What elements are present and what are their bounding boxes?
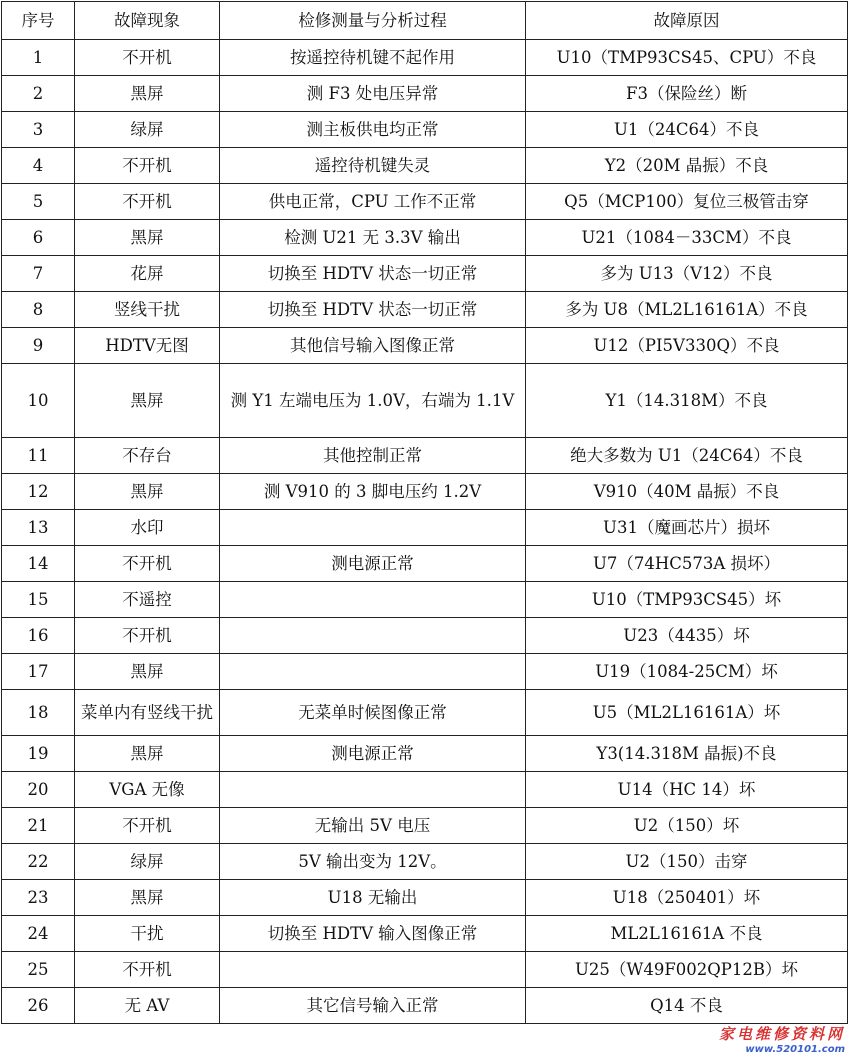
table-row	[2, 952, 848, 988]
symptom-cell: 黑屏	[75, 736, 220, 772]
row-number: 24	[2, 916, 75, 952]
table-row	[2, 690, 848, 736]
analysis-cell: 切换至 HDTV 状态一切正常	[220, 256, 526, 292]
cause-cell: 绝大多数为 U1（24C64）不良	[526, 438, 848, 474]
symptom-cell: 不开机	[75, 40, 220, 76]
row-number: 22	[2, 844, 75, 880]
cause-cell: 多为 U8（ML2L16161A）不良	[526, 292, 848, 328]
table-row	[2, 654, 848, 690]
row-number: 1	[2, 40, 75, 76]
table-row	[2, 474, 848, 510]
cause-cell: Y1（14.318M）不良	[526, 364, 848, 438]
symptom-cell: 黑屏	[75, 880, 220, 916]
symptom-cell: 黑屏	[75, 654, 220, 690]
table-row	[2, 256, 848, 292]
analysis-cell: 测主板供电均正常	[220, 112, 526, 148]
analysis-cell	[220, 952, 526, 988]
table-row	[2, 808, 848, 844]
analysis-cell: 遥控待机键失灵	[220, 148, 526, 184]
symptom-cell: 花屏	[75, 256, 220, 292]
table-row	[2, 582, 848, 618]
header-row	[2, 2, 848, 40]
row-number: 11	[2, 438, 75, 474]
header-symptom: 故障现象	[75, 2, 220, 40]
analysis-cell: 切换至 HDTV 状态一切正常	[220, 292, 526, 328]
cause-cell: U19（1084-25CM）坏	[526, 654, 848, 690]
symptom-cell: VGA 无像	[75, 772, 220, 808]
cause-cell: U14（HC 14）坏	[526, 772, 848, 808]
cause-cell: U25（W49F002QP12B）坏	[526, 952, 848, 988]
fault-table	[1, 1, 848, 1024]
analysis-cell: 其他信号输入图像正常	[220, 328, 526, 364]
cause-cell: U21（1084－33CM）不良	[526, 220, 848, 256]
row-number: 9	[2, 328, 75, 364]
analysis-cell: 5V 输出变为 12V。	[220, 844, 526, 880]
symptom-cell: 不开机	[75, 618, 220, 654]
symptom-cell: 菜单内有竖线干扰	[75, 690, 220, 736]
table-row	[2, 546, 848, 582]
cause-cell: Q14 不良	[526, 988, 848, 1024]
symptom-cell: 不开机	[75, 184, 220, 220]
cause-cell: U18（250401）坏	[526, 880, 848, 916]
cause-cell: U23（4435）坏	[526, 618, 848, 654]
analysis-cell: 测 Y1 左端电压为 1.0V，右端为 1.1V	[220, 364, 526, 438]
analysis-cell: 测 V910 的 3 脚电压约 1.2V	[220, 474, 526, 510]
analysis-cell: 测 F3 处电压异常	[220, 76, 526, 112]
table-row	[2, 364, 848, 438]
symptom-cell: 黑屏	[75, 474, 220, 510]
cause-cell: U31（魔画芯片）损坏	[526, 510, 848, 546]
symptom-cell: 水印	[75, 510, 220, 546]
row-number: 5	[2, 184, 75, 220]
analysis-cell	[220, 654, 526, 690]
symptom-cell: 绿屏	[75, 112, 220, 148]
symptom-cell: 黑屏	[75, 220, 220, 256]
cause-cell: Y2（20M 晶振）不良	[526, 148, 848, 184]
cause-cell: U2（150）击穿	[526, 844, 848, 880]
row-number: 26	[2, 988, 75, 1024]
header-no: 序号	[2, 2, 75, 40]
table-row	[2, 736, 848, 772]
symptom-cell: 不开机	[75, 546, 220, 582]
cause-cell: ML2L16161A 不良	[526, 916, 848, 952]
row-number: 23	[2, 880, 75, 916]
row-number: 21	[2, 808, 75, 844]
row-number: 25	[2, 952, 75, 988]
symptom-cell: 不遥控	[75, 582, 220, 618]
analysis-cell: 切换至 HDTV 输入图像正常	[220, 916, 526, 952]
analysis-cell: 其它信号输入正常	[220, 988, 526, 1024]
row-number: 14	[2, 546, 75, 582]
symptom-cell: 黑屏	[75, 76, 220, 112]
analysis-cell	[220, 582, 526, 618]
symptom-cell: 不存台	[75, 438, 220, 474]
table-row	[2, 76, 848, 112]
symptom-cell: 不开机	[75, 148, 220, 184]
cause-cell: U1（24C64）不良	[526, 112, 848, 148]
cause-cell: U12（PI5V330Q）不良	[526, 328, 848, 364]
table-row	[2, 438, 848, 474]
analysis-cell	[220, 510, 526, 546]
row-number: 3	[2, 112, 75, 148]
analysis-cell: 无菜单时候图像正常	[220, 690, 526, 736]
row-number: 18	[2, 690, 75, 736]
table-row	[2, 292, 848, 328]
table-row	[2, 40, 848, 76]
analysis-cell: 测电源正常	[220, 546, 526, 582]
table-header	[2, 2, 848, 40]
cause-cell: 多为 U13（V12）不良	[526, 256, 848, 292]
row-number: 13	[2, 510, 75, 546]
table-row	[2, 220, 848, 256]
symptom-cell: 干扰	[75, 916, 220, 952]
analysis-cell: 供电正常，CPU 工作不正常	[220, 184, 526, 220]
symptom-cell: 不开机	[75, 808, 220, 844]
row-number: 15	[2, 582, 75, 618]
row-number: 2	[2, 76, 75, 112]
watermark	[719, 1023, 845, 1055]
table-row	[2, 112, 848, 148]
row-number: 6	[2, 220, 75, 256]
symptom-cell: HDTV无图	[75, 328, 220, 364]
cause-cell: U10（TMP93CS45）坏	[526, 582, 848, 618]
cause-cell: F3（保险丝）断	[526, 76, 848, 112]
table-row	[2, 510, 848, 546]
table-row	[2, 184, 848, 220]
symptom-cell: 不开机	[75, 952, 220, 988]
row-number: 20	[2, 772, 75, 808]
row-number: 16	[2, 618, 75, 654]
cause-cell: Y3(14.318M 晶振)不良	[526, 736, 848, 772]
analysis-cell: 检测 U21 无 3.3V 输出	[220, 220, 526, 256]
symptom-cell: 无 AV	[75, 988, 220, 1024]
table-row	[2, 148, 848, 184]
cause-cell: Q5（MCP100）复位三极管击穿	[526, 184, 848, 220]
row-number: 4	[2, 148, 75, 184]
row-number: 12	[2, 474, 75, 510]
header-analysis: 检修测量与分析过程	[220, 2, 526, 40]
header-cause: 故障原因	[526, 2, 848, 40]
cause-cell: U7（74HC573A 损坏）	[526, 546, 848, 582]
watermark-url: www.520101.com	[745, 1044, 845, 1055]
analysis-cell: 其他控制正常	[220, 438, 526, 474]
table-row	[2, 772, 848, 808]
analysis-cell: 测电源正常	[220, 736, 526, 772]
table-row	[2, 328, 848, 364]
analysis-cell	[220, 618, 526, 654]
cause-cell: U10（TMP93CS45、CPU）不良	[526, 40, 848, 76]
cause-cell: V910（40M 晶振）不良	[526, 474, 848, 510]
row-number: 8	[2, 292, 75, 328]
analysis-cell: 按遥控待机键不起作用	[220, 40, 526, 76]
table-body	[2, 40, 848, 1024]
table-row	[2, 618, 848, 654]
row-number: 10	[2, 364, 75, 438]
table-row	[2, 988, 848, 1024]
symptom-cell: 竖线干扰	[75, 292, 220, 328]
row-number: 19	[2, 736, 75, 772]
table-row	[2, 844, 848, 880]
analysis-cell: 无输出 5V 电压	[220, 808, 526, 844]
analysis-cell	[220, 772, 526, 808]
symptom-cell: 绿屏	[75, 844, 220, 880]
cause-cell: U5（ML2L16161A）坏	[526, 690, 848, 736]
row-number: 17	[2, 654, 75, 690]
table-row	[2, 916, 848, 952]
symptom-cell: 黑屏	[75, 364, 220, 438]
watermark-text: 家电维修资料网	[718, 1025, 845, 1043]
cause-cell: U2（150）坏	[526, 808, 848, 844]
row-number: 7	[2, 256, 75, 292]
analysis-cell: U18 无输出	[220, 880, 526, 916]
table-row	[2, 880, 848, 916]
